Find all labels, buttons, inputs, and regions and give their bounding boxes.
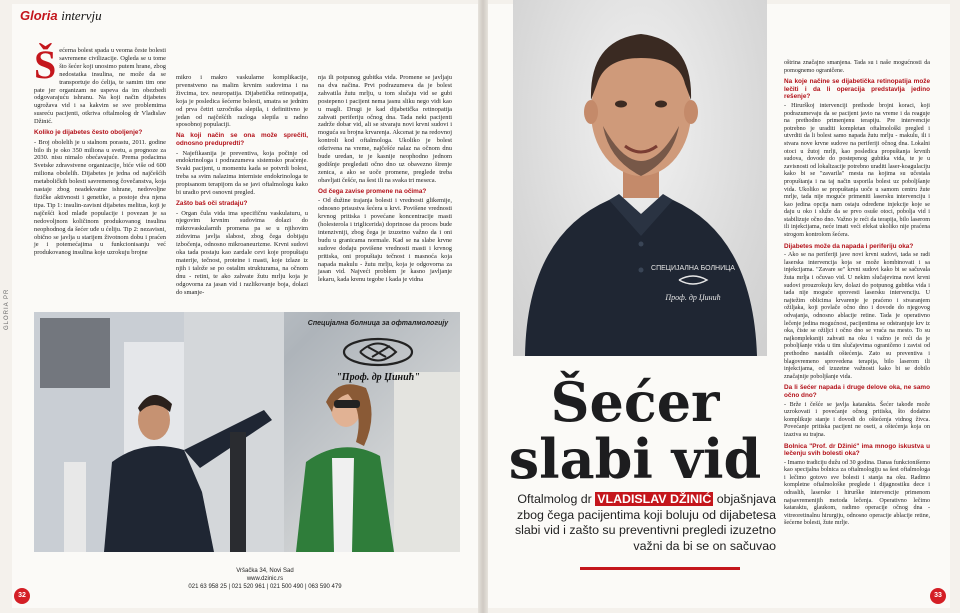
red-rule: [580, 567, 740, 570]
article-paragraph: - Od dužine trajanja bolesti i vrednosti glikemije, odnosno prisustva šećera u krvi. Povišene vrednosti krvnog pritiska i povećane koncentracije masti (holesterola i triglicerida) doprinose da proces bude intenzivniji, zbog čega je izuzetno važno da i oni budu u granicama normale. Kad se na slabe krvne sudove dodaju povišene vrednosti masti i krvnog pritiska, oni propuštaju tečnost i masnoća koja napada makulu - žutu mrlju, koja je odgovorna za jasan vid. Najveći problem je kasno javljanje lekaru, kada krenu tegobe i kada je vidna: [318, 197, 452, 284]
clinic-logo-mark-icon: [296, 333, 460, 371]
article-subheading: Od čega zavise promene na očima?: [318, 187, 427, 195]
headline-line-2: slabi vid: [508, 427, 762, 491]
article-paragraph: - Imamo tradiciju dužu od 30 godina. Danas funkcionišemo kao specijalna bolnica za oftalmologiju sa šest oftalmologa i lečimo gotovo sve bolesti i stanja na oku. Radimo kompletne oftalmološke preglede i dijagnostiku dece i odraslih, laserske i hirurške intervencije primenom najsavremenijih metoda lečenja. Operativno lečimo kataraktu, glaukom, radimo operacije očnog dna - vitreoretinalnu hirurgiju, odnosno operacije ablacije retine, šećerne bolesti, žute mrlje.: [784, 459, 930, 527]
article-column-3: [318, 74, 452, 286]
clinic-logo-name: "Проф. др Џинић": [336, 372, 420, 383]
article-paragraph: - Ako se na periferiji jave novi krvni sudovi, tada se radi laserska intervencija koja se može kombinovati i sa injekcijama. "Zavare se" krvni sudovi kako bi se sačuvala žuta mrlja i očuvao vid. U nekim slučajevima novi krvni sudovi prouzrokuju krv, dolazi do potpunog gubitka vida i tada nije moguće sprovesti lasersku intervenciju. U najtežim oblicima krvarenje je praćeno i stvaranjem ožiljaka, koji povlače očno dno i dovode do njegovog odvajanja, odnosno ablacije retine. Tada je operativno lečenje jedina mogućnost, pacijentima se odstranjuje krv iz oka, čiste se ožiljci i očno dno se vraća na mesto. To su najkompleksniji zahvati na oku i važno je reći da je poboljšanje vida u tim slučajevima ograničeno i zavisi od prethodno nastalih oštećenja. Zato su preventiva i blagovremeno sprovedena terapija, bilo laserom ili injekcijama, od izuzetne važnosti kako bi se dobilo značajnije poboljšanje vida.: [784, 252, 930, 380]
deck: [494, 492, 776, 554]
page-number-left: 32: [14, 588, 30, 604]
article-column-2: [176, 74, 308, 299]
clinic-logo-top-text: Специјална болница за офталмологију: [307, 320, 449, 327]
doctor-portrait: [513, 0, 767, 356]
deck-text: objašnjava zbog čega pacijentima koji boluju od dijabetesa slabi vid i zašto su preventivni pregledi izuzetno važni da bi se on sačuvao: [514, 492, 776, 553]
article-subheading: Bolnica "Prof. dr Džinić" ima mnogo iskustva u lečenju svih bolesti oka?: [784, 442, 930, 458]
article-paragraph: ećerna bolest spada u veoma česte bolesti savremene civilizacije. Ogleda se u tome što šećer koji unosimo putem hrane, zbog nedostatka insulina, ne može da se transportuje do ćelija, te samim tim one pate jer organizam ne uspeva da im obezbedi odgovarajuću ishranu. Na koji način dijabetes ugrožava vid i sa kakvim se sve problemima susreću pacijenti, otkriva oftalmolog dr Vladislav Džinić.: [34, 47, 166, 126]
clinic-phones: 021 63 958 25 | 021 520 961 | 021 500 490 | 063 590 479: [188, 584, 342, 590]
article-paragraph: mikro i makro vaskularne komplikacije, prvenstveno na malim krvnim sudovima i na živcima, tzv. neuropatija. Dijabetička retinopatija, koja je posledica šećerne bolesti, smatra se jednim od prva četiri uzročnika slepila, i definitivno je jedan od najčešćih razloga slepila u radno sposobnoj populaciji.: [176, 74, 308, 129]
gutter: [478, 0, 488, 613]
article-subheading: Na koji način se ona može sprečiti, odnosno predupredti?: [176, 132, 308, 147]
page-number-right: 33: [930, 588, 946, 604]
clinic-website[interactable]: www.dzinic.rs: [246, 576, 284, 582]
article-paragraph: - Najefikasnija je preventiva, koja počinje od endokrinologa i podrazumeva sistemsko praćenje. Svaki pacijent, u momentu kada se potvrdi bolest, treba sa svim nalazima interniste endokrinologa te propisanom terapijom da se javi oftalmologu kako bi uradio prvi osnovni pregled.: [176, 149, 308, 197]
shirt-text-line1: СПЕЦИЈАЛНА БОЛНИЦА: [651, 265, 735, 272]
article-subheading: Zašto baš oči stradaju?: [176, 199, 248, 207]
clinic-photo: [34, 312, 460, 552]
deck-intro: Oftalmolog dr: [517, 492, 592, 506]
article-subheading: Dijabetes može da napada i periferiju oka?: [784, 242, 914, 250]
article-paragraph: - Organ čula vida ima specifičnu vaskulaturu, u njegovim krvnim sudovima dolazi do mikrovaskularnih promena pa se u njihovim zidovima javlja slabost, zbog čega dobijaju izbočenja, odnosno mikroaneurizme. Krvni sudovi oka tada postaju kao zardale cevi koje propuštaju materije, tečnost, proteine i masti, koje izlaze iz njih i talože se po ostalim strukturama, na očnom dnu - retini, te ako zahvate žutu mrlju koja je odgovorna za jasan vid i razlikovanje boja, dolazi do smanje-: [176, 209, 308, 296]
clinic-address: Vršačka 34, Novi Sad: [236, 568, 294, 574]
clinic-contact: [160, 567, 370, 591]
drop-cap: Š: [34, 42, 57, 87]
article-paragraph: nja ili potpunog gubitka vida. Promene se javljaju na dva načina. Prvi podrazumeva da je bolest zahvatila žutu mrlju, u tom slučaju vid se gubi postepeno i pacijent nema jasnu sliku nego vidi kao u magli. Drugi je kad dijabetička retinopatija zahvati periferiju očnog dna. Tada neki pacijenti zadrže dobar vid, ali se stvaraju novi krvni sudovi i moguća su brojna krvarenja. Akcenat je na redovnoj kontroli kod oftalmologa. Ukoliko je bolest otkrivena na vreme, najčešće nalaz na očnom dnu bude uredan, te je kasnije neophodno jednom godišnje pregledati očno dno uz obavezno širenje zenica, a ako se uoče promene, preglede treba obavljati češće, na šest ili na svaka tri meseca.: [318, 74, 452, 184]
article-paragraph: - Broj obolelih je u stalnom porastu, 2011. godine bilo ih je oko 350 miliona u svetu, a prognoze za 2030. nisu nimalo obećavajuće. Prema podacima Svetske zdravstvene organizacije, biće više od 600 miliona obolelih. Dijabetes je jedna od najčešćih metaboličkih bolesti savremenog čovečanstva, koja nastaje zbog neadekvatne ishrane, nedovoljne fizičke aktivnosti i genetike, a postoje dva njena tipa. Tip 1: insulin-zavisni dijabetes melitus, koji je najčešći kod mlađe populacije i povezan je sa nedovoljnom količinom produkovanog insulina neophodnog da šećer uđe u ćeliju. Tip 2: nezavisni, obično se javlja u starijem životnom dobu i praćen je i potemećajima u funkcionisanju već produkovanog insulina koje uzrokuju brojne: [34, 138, 166, 257]
doctor-portrait-illustration: [513, 0, 767, 356]
side-tag: GLORIA PR: [4, 288, 10, 330]
headline-line-1: Šećer: [550, 370, 720, 434]
article-subheading: Da li šećer napada i druge delove oka, ne samo očno dno?: [784, 384, 930, 399]
article-subheading: Koliko je dijabetes često oboljenje?: [34, 129, 143, 137]
article-paragraph: - Brže i češće se javlja katarakta. Šećer takođe može uzrokovati i povećanje očnog pritiska, što dodatno komplikuje stanje i dovodi do oštećenja vidnog živca. Povećanje pritiska pacijent ne oseti, a oštećenja koja on izaziva su trajna.: [784, 401, 930, 438]
brand-section: intervju: [61, 8, 102, 23]
article-paragraph: oštrina značajno smanjena. Tada su i naše mogućnosti da pomognemo ograničene.: [784, 60, 930, 74]
article-subheading: Na koje načine se dijabetička retinopatija može lečiti i da li operacija predstavlja jedino rešenje?: [784, 78, 930, 101]
headline: [494, 370, 776, 491]
article-column-4: [784, 60, 930, 530]
article-paragraph: - Hirurškoj intervenciji prethode brojni koraci, koji podrazumevaju da se pacijent javio na vreme i da reaguje na prethodno primenjenu terapiju. Pre intervencije potrebno je uraditi kompletan oftalmološki pregled i utvrditi da li bolest samo napada žutu mrlju - makulu, ili i stvara nove krvne sudove na periferiji očnog dna. Lokalni otoci u žutoj mrlji, kao posledica propuštanja krvnih sudova, dovode do postepenog gubitka vida, te je u zavisnosti od lokalizacije potrebno uraditi laser-koagulaciju kako bi se "zavarila" mesta na kojima su učestala propuštanja i na taj način usporila bolest uz poboljšanje vida. Ukoliko se propuštanja uoče u samom centru žute mrlje, tada nije moguće primeniti lasersku intervenciju i kao jedina opcija nam ostaju određene injekcije koje se daju u oko i služe da se prvo osuše otoci, pobolja vid i stabilizuje očno dno. Važno je reći da terapija, bilo laserom ili injekcijama, neće imati veći efekat ukoliko nije praćena strogom kontrolom šećera.: [784, 102, 930, 239]
deck-name: VLADISLAV DŽINIĆ: [597, 492, 712, 506]
article-column-1: [34, 42, 166, 259]
magazine-brand: [20, 8, 102, 24]
brand-gloria: Gloria: [20, 8, 58, 23]
shirt-text-line2: Проф. др Џинић: [665, 293, 721, 302]
clinic-logo: [296, 320, 460, 400]
